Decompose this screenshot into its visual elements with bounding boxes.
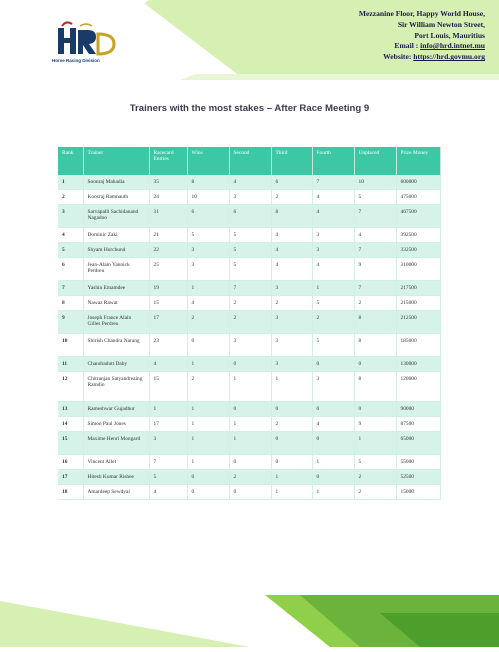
cell-wins: 6	[187, 205, 229, 228]
cell-second: 1	[229, 372, 271, 402]
cell-third: 4	[271, 228, 312, 243]
cell-rank: 1	[58, 175, 83, 190]
cell-racecard-entries: 22	[149, 243, 187, 258]
table-row	[58, 258, 440, 281]
cell-racecard-entries: 21	[149, 228, 187, 243]
cell-fourth: 1	[312, 485, 354, 500]
cell-third: 3	[271, 357, 312, 372]
cell-rank: 17	[58, 470, 83, 485]
cell-unplaced: 0	[354, 357, 396, 372]
cell-rank: 13	[58, 402, 83, 417]
cell-rank: 6	[58, 258, 83, 281]
cell-racecard-entries: 17	[149, 311, 187, 334]
table-row	[58, 357, 440, 372]
cell-racecard-entries: 24	[149, 190, 187, 205]
cell-second: 0	[229, 402, 271, 417]
column-header-prize-money: Prize Money	[396, 147, 440, 175]
cell-rank: 8	[58, 296, 83, 311]
cell-fourth: 0	[312, 402, 354, 417]
table-row	[58, 296, 440, 311]
table-row	[58, 432, 440, 455]
cell-trainer: Nawaz Rawat	[83, 296, 149, 311]
cell-racecard-entries: 23	[149, 334, 187, 357]
cell-prize-money: 52500	[396, 470, 440, 485]
cell-racecard-entries: 4	[149, 485, 187, 500]
address-line-1: Mezzanine Floor, Happy World House,	[358, 9, 485, 18]
cell-fourth: 4	[312, 417, 354, 432]
cell-racecard-entries: 31	[149, 205, 187, 228]
cell-unplaced: 10	[354, 175, 396, 190]
cell-fourth: 4	[312, 190, 354, 205]
address-line-2: Sir William Newton Street,	[397, 19, 485, 29]
cell-third: 0	[271, 455, 312, 470]
cell-prize-money: 55000	[396, 455, 440, 470]
cell-wins: 3	[187, 243, 229, 258]
cell-unplaced: 9	[354, 258, 396, 281]
cell-racecard-entries: 15	[149, 372, 187, 402]
cell-rank: 7	[58, 281, 83, 296]
table-row	[58, 372, 440, 402]
cell-wins: 1	[187, 402, 229, 417]
cell-wins: 1	[187, 432, 229, 455]
cell-second: 2	[229, 311, 271, 334]
email-link[interactable]: info@hrd.intnet.mu	[420, 41, 485, 51]
cell-rank: 16	[58, 455, 83, 470]
cell-unplaced: 8	[354, 311, 396, 334]
cell-racecard-entries: 4	[149, 357, 187, 372]
cell-fourth: 0	[312, 357, 354, 372]
cell-wins: 8	[187, 175, 229, 190]
column-header-third: Third	[271, 147, 312, 175]
cell-prize-money: 185000	[396, 334, 440, 357]
cell-second: 7	[229, 281, 271, 296]
cell-trainer: Chitranjan Satyandreaing Ramdin	[83, 372, 149, 402]
cell-prize-money: 87500	[396, 417, 440, 432]
cell-trainer: Dominic Zaki	[83, 228, 149, 243]
footer-decoration	[0, 595, 499, 647]
table-row	[58, 455, 440, 470]
cell-racecard-entries: 19	[149, 281, 187, 296]
table-header-row	[58, 147, 440, 175]
cell-wins: 1	[187, 281, 229, 296]
table-row	[58, 485, 440, 500]
cell-trainer: Shirish Chandra Narang	[83, 334, 149, 357]
cell-trainer: Joseph France Alain Gilles Perdreu	[83, 311, 149, 334]
cell-trainer: Shyam Hurchund	[83, 243, 149, 258]
page-title: Trainers with the most stakes – After Race Meeting 9	[129, 103, 370, 114]
cell-rank: 3	[58, 205, 83, 228]
cell-unplaced: 2	[354, 470, 396, 485]
cell-third: 1	[271, 470, 312, 485]
cell-second: 0	[229, 455, 271, 470]
cell-third: 3	[271, 334, 312, 357]
cell-third: 3	[271, 281, 312, 296]
cell-racecard-entries: 1	[149, 402, 187, 417]
cell-third: 4	[271, 258, 312, 281]
cell-second: 5	[229, 243, 271, 258]
cell-third: 8	[271, 205, 312, 228]
cell-second: 0	[229, 357, 271, 372]
cell-trainer: Soonraj Mahadia	[83, 175, 149, 190]
cell-rank: 15	[58, 432, 83, 455]
cell-unplaced: 9	[354, 417, 396, 432]
cell-trainer: Jean-Alain Yannick Perdreu	[83, 258, 149, 281]
cell-second: 1	[229, 432, 271, 455]
cell-unplaced: 7	[354, 205, 396, 228]
cell-wins: 2	[187, 372, 229, 402]
cell-trainer: Rameshwar Gujadhur	[83, 402, 149, 417]
column-header-second: Second	[229, 147, 271, 175]
cell-fourth: 7	[312, 175, 354, 190]
cell-unplaced: 2	[354, 485, 396, 500]
cell-unplaced: 7	[354, 281, 396, 296]
cell-racecard-entries: 35	[149, 175, 187, 190]
table-row	[58, 243, 440, 258]
footer-band	[0, 595, 499, 647]
cell-prize-money: 90000	[396, 402, 440, 417]
cell-wins: 0	[187, 485, 229, 500]
cell-second: 5	[229, 258, 271, 281]
cell-rank: 9	[58, 311, 83, 334]
table-row	[58, 417, 440, 432]
cell-unplaced: 5	[354, 455, 396, 470]
cell-wins: 1	[187, 455, 229, 470]
cell-fourth: 0	[312, 470, 354, 485]
cell-fourth: 0	[312, 432, 354, 455]
cell-prize-money: 600000	[396, 175, 440, 190]
cell-trainer: Simon Paul Jones	[83, 417, 149, 432]
cell-racecard-entries: 5	[149, 470, 187, 485]
cell-wins: 5	[187, 228, 229, 243]
table-row	[58, 402, 440, 417]
cell-prize-money: 120000	[396, 372, 440, 402]
cell-trainer: Sarvapalli Sachidanand Nagadoo	[83, 205, 149, 228]
cell-trainer: Vincent Allet	[83, 455, 149, 470]
cell-prize-money: 392500	[396, 228, 440, 243]
column-header-rank: Rank	[58, 147, 83, 175]
cell-second: 5	[229, 228, 271, 243]
cell-wins: 1	[187, 417, 229, 432]
cell-rank: 11	[58, 357, 83, 372]
cell-prize-money: 65000	[396, 432, 440, 455]
table-row	[58, 334, 440, 357]
cell-second: 0	[229, 485, 271, 500]
cell-prize-money: 467500	[396, 205, 440, 228]
cell-second: 3	[229, 190, 271, 205]
cell-unplaced: 4	[354, 228, 396, 243]
column-header-unplaced: Unplaced	[354, 147, 396, 175]
cell-wins: 3	[187, 258, 229, 281]
cell-fourth: 3	[312, 228, 354, 243]
cell-second: 2	[229, 470, 271, 485]
table-row	[58, 311, 440, 334]
cell-second: 1	[229, 417, 271, 432]
cell-third: 4	[271, 243, 312, 258]
cell-prize-money: 310000	[396, 258, 440, 281]
cell-third: 1	[271, 372, 312, 402]
table-row	[58, 470, 440, 485]
cell-fourth: 5	[312, 296, 354, 311]
cell-fourth: 2	[312, 311, 354, 334]
trainers-table	[58, 147, 441, 500]
cell-unplaced: 5	[354, 190, 396, 205]
cell-prize-money: 475000	[396, 190, 440, 205]
cell-fourth: 1	[312, 281, 354, 296]
cell-trainer: Yashin Emamdee	[83, 281, 149, 296]
cell-fourth: 1	[312, 455, 354, 470]
cell-trainer: Amardeep Sewdyal	[83, 485, 149, 500]
cell-trainer: Koosraj Ramnauth	[83, 190, 149, 205]
cell-trainer: Hitesh Kumar Rishee	[83, 470, 149, 485]
cell-racecard-entries: 3	[149, 432, 187, 455]
cell-second: 2	[229, 296, 271, 311]
cell-fourth: 4	[312, 205, 354, 228]
cell-prize-money: 15000	[396, 485, 440, 500]
cell-rank: 5	[58, 243, 83, 258]
cell-racecard-entries: 17	[149, 417, 187, 432]
cell-unplaced: 8	[354, 372, 396, 402]
cell-unplaced: 1	[354, 432, 396, 455]
cell-rank: 12	[58, 372, 83, 402]
cell-third: 0	[271, 432, 312, 455]
table-row	[58, 281, 440, 296]
cell-wins: 0	[187, 470, 229, 485]
cell-fourth: 5	[312, 334, 354, 357]
cell-racecard-entries: 7	[149, 455, 187, 470]
table-row	[58, 205, 440, 228]
cell-unplaced: 8	[354, 334, 396, 357]
table-body	[58, 175, 440, 500]
cell-third: 2	[271, 417, 312, 432]
cell-wins: 0	[187, 334, 229, 357]
cell-prize-money: 130000	[396, 357, 440, 372]
cell-second: 3	[229, 334, 271, 357]
address-line-3: Port Louis, Mauritius	[414, 30, 485, 40]
table-row	[58, 228, 440, 243]
table-row	[58, 190, 440, 205]
cell-unplaced: 7	[354, 243, 396, 258]
website-line	[359, 52, 485, 63]
cell-wins: 10	[187, 190, 229, 205]
cell-fourth: 3	[312, 243, 354, 258]
cell-rank: 14	[58, 417, 83, 432]
cell-racecard-entries: 25	[149, 258, 187, 281]
cell-trainer: Chandradutt Daby	[83, 357, 149, 372]
cell-fourth: 3	[312, 372, 354, 402]
cell-wins: 1	[187, 357, 229, 372]
cell-third: 3	[271, 311, 312, 334]
cell-unplaced: 0	[354, 402, 396, 417]
column-header-wins: Wins	[187, 147, 229, 175]
cell-third: 1	[271, 485, 312, 500]
cell-rank: 10	[58, 334, 83, 357]
website-link[interactable]: https://hrd.govmu.org	[413, 52, 485, 62]
email-line	[359, 41, 485, 52]
cell-racecard-entries: 15	[149, 296, 187, 311]
cell-third: 0	[271, 402, 312, 417]
contact-block	[359, 9, 485, 63]
table-row	[58, 175, 440, 190]
cell-trainer: Maxime Henri Mongard	[83, 432, 149, 455]
cell-unplaced: 2	[354, 296, 396, 311]
cell-prize-money: 215000	[396, 296, 440, 311]
cell-rank: 18	[58, 485, 83, 500]
cell-rank: 4	[58, 228, 83, 243]
cell-wins: 4	[187, 296, 229, 311]
cell-prize-money: 217500	[396, 281, 440, 296]
column-header-racecard-entries: Racecard Entries	[149, 147, 187, 175]
email-label: Email :	[394, 41, 421, 51]
cell-prize-money: 332500	[396, 243, 440, 258]
cell-third: 2	[271, 296, 312, 311]
cell-second: 6	[229, 205, 271, 228]
cell-rank: 2	[58, 190, 83, 205]
website-label: Website:	[383, 52, 414, 62]
logo-subtitle: Horse Racing Division	[52, 58, 100, 63]
cell-prize-money: 212500	[396, 311, 440, 334]
column-header-trainer: Trainer	[83, 147, 149, 175]
column-header-fourth: Fourth	[312, 147, 354, 175]
cell-fourth: 4	[312, 258, 354, 281]
cell-third: 6	[271, 175, 312, 190]
cell-wins: 2	[187, 311, 229, 334]
header-band	[0, 0, 499, 80]
cell-third: 2	[271, 190, 312, 205]
cell-second: 4	[229, 175, 271, 190]
